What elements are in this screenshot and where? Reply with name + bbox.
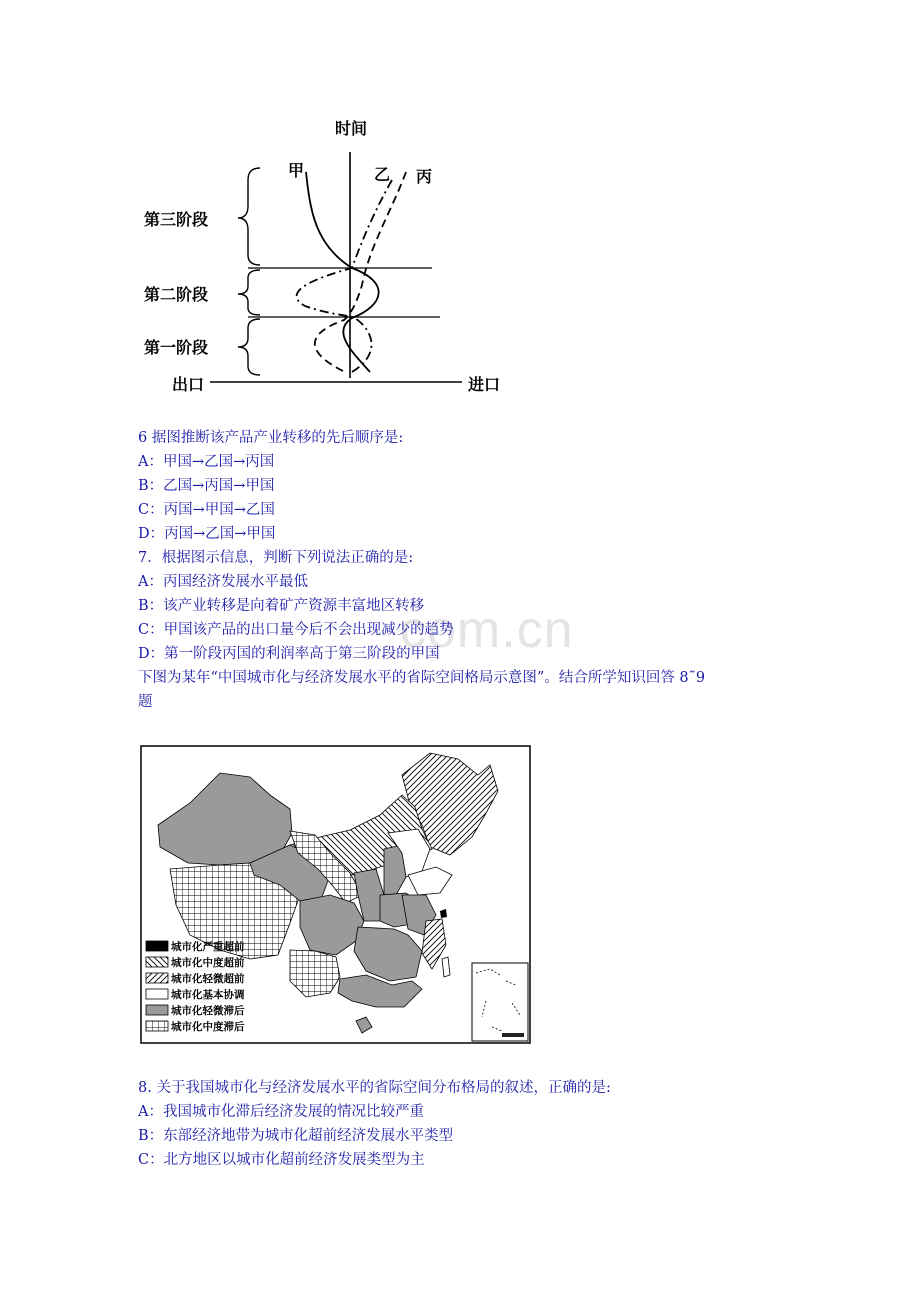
legend-swatch-moderate-ahead xyxy=(146,957,168,967)
q6-option-c: C：丙国→甲国→乙国 xyxy=(138,502,275,518)
china-urbanization-map xyxy=(140,745,532,1045)
stage3-label: 第三阶段 xyxy=(144,210,209,229)
legend-swatch-slight-ahead xyxy=(146,973,168,983)
stage2-brace xyxy=(238,270,260,315)
axis-left-label: 出口 xyxy=(172,375,205,394)
curve-jia xyxy=(306,172,379,372)
stage3-brace xyxy=(238,168,260,265)
map-intro: 下图为某年“中国城市化与经济发展水平的省际空间格局示意图”。结合所学知识回答 8˜9 xyxy=(138,670,706,686)
axis-top-label: 时间 xyxy=(335,119,368,138)
legend-label-severe-ahead: 城市化严重超前 xyxy=(171,941,245,953)
legend-swatch-coordinated xyxy=(146,989,168,999)
q8-option-a: A：我国城市化滞后经济发展的情况比较严重 xyxy=(138,1104,424,1120)
curve-jia-label: 甲 xyxy=(288,161,305,180)
inset-scale-bar xyxy=(502,1033,524,1037)
curve-yi-label: 乙 xyxy=(374,165,391,184)
legend-label-slight-lag: 城市化轻微滞后 xyxy=(171,1005,245,1017)
stage1-label: 第一阶段 xyxy=(144,338,209,357)
axis-right-label: 进口 xyxy=(468,375,501,394)
legend-swatch-severe-ahead xyxy=(146,941,168,951)
q7-option-a: A：丙国经济发展水平最低 xyxy=(138,574,308,590)
q7-option-d: D：第一阶段丙国的利润率高于第三阶段的甲国 xyxy=(138,646,440,662)
legend-label-slight-ahead: 城市化轻微超前 xyxy=(171,973,245,985)
south-china-sea-inset xyxy=(472,963,528,1041)
q7-option-c: C：甲国该产品的出口量今后不会出现减少的趋势 xyxy=(138,622,454,638)
question-7: 7．根据图示信息，判断下列说法正确的是: xyxy=(138,550,414,566)
legend-label-moderate-lag: 城市化中度滞后 xyxy=(171,1021,245,1033)
curve-bing-label: 丙 xyxy=(416,167,433,186)
q8-option-b: B：东部经济地带为城市化超前经济发展水平类型 xyxy=(138,1128,454,1144)
q8-option-c: C：北方地区以城市化超前经济发展类型为主 xyxy=(138,1152,425,1168)
legend-label-coordinated: 城市化基本协调 xyxy=(171,989,245,1001)
q6-option-d: D：丙国→乙国→甲国 xyxy=(138,526,276,542)
trade-stage-diagram xyxy=(130,110,530,400)
stage1-brace xyxy=(238,319,260,375)
question-8: 8. 关于我国城市化与经济发展水平的省际空间分布格局的叙述，正确的是: xyxy=(138,1080,611,1096)
q7-option-b: B：该产业转移是向着矿产资源丰富地区转移 xyxy=(138,598,425,614)
stage2-label: 第二阶段 xyxy=(144,285,209,304)
question-6: 6 据图推断该产品产业转移的先后顺序是: xyxy=(138,430,404,446)
q6-option-b: B：乙国→丙国→甲国 xyxy=(138,478,275,494)
q6-option-a: A：甲国→乙国→丙国 xyxy=(138,454,275,470)
legend-label-moderate-ahead: 城市化中度超前 xyxy=(171,957,245,969)
legend-swatch-moderate-lag xyxy=(146,1021,168,1031)
watermark: com.cn xyxy=(400,601,574,659)
legend-swatch-slight-lag xyxy=(146,1005,168,1015)
map-intro-cont: 题 xyxy=(138,694,153,710)
